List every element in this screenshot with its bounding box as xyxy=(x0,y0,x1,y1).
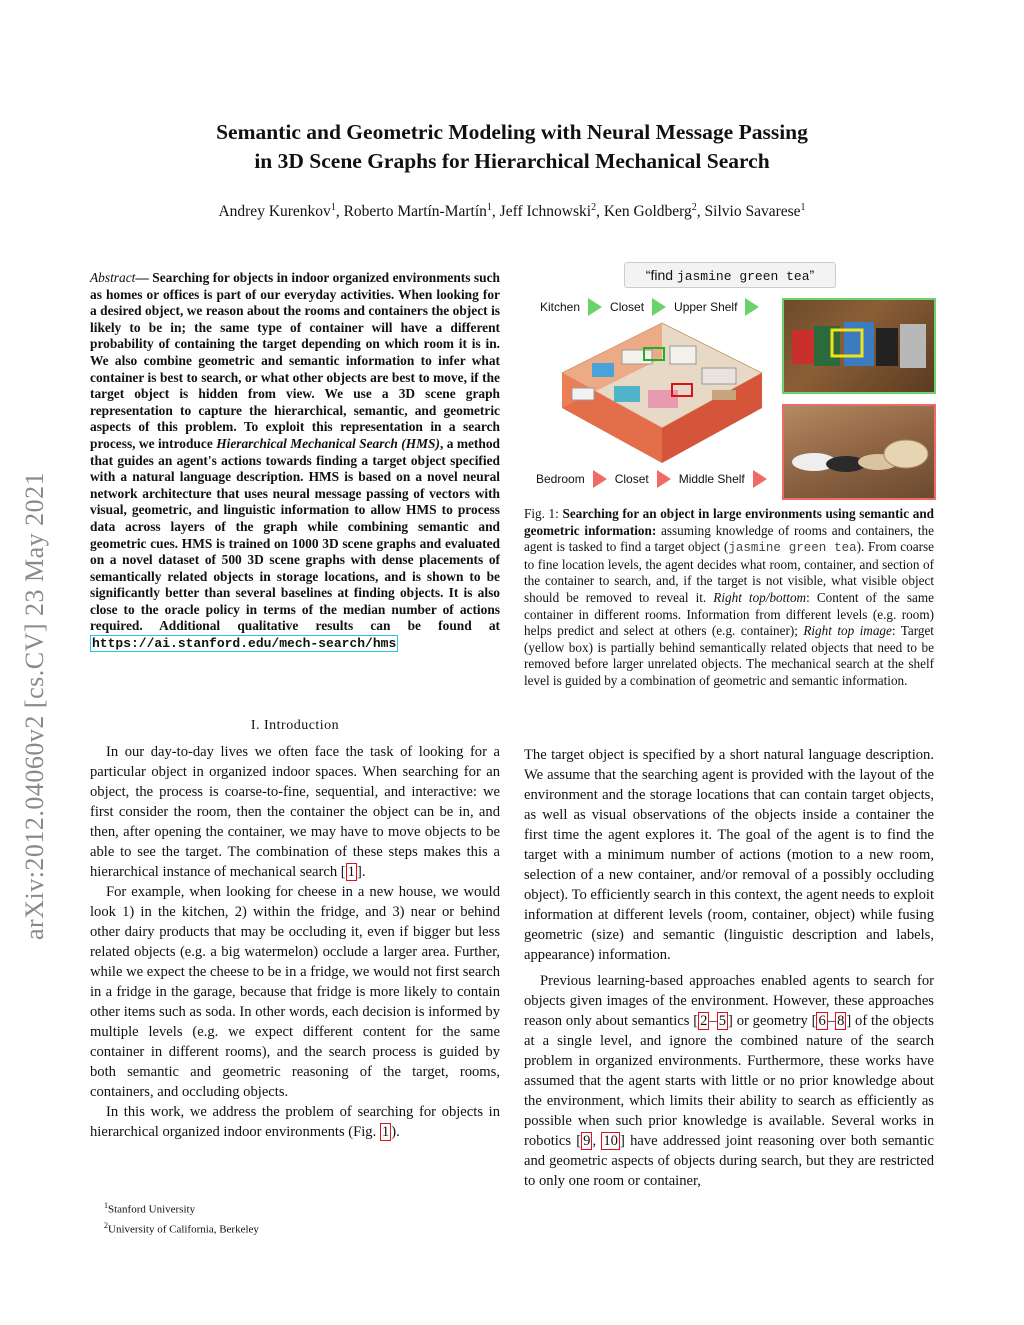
arrow-right-icon xyxy=(652,298,666,316)
house-3d-illustration xyxy=(552,318,772,468)
citation-link[interactable]: 2 xyxy=(700,1013,708,1029)
figure-reference-link[interactable]: 1 xyxy=(381,1124,390,1140)
project-url-link[interactable]: https://ai.stanford.edu/mech-search/hms xyxy=(92,636,397,652)
arrow-right-icon xyxy=(753,470,767,488)
query-quote-close: ” xyxy=(809,267,815,283)
paper-title xyxy=(100,118,924,176)
text: , xyxy=(592,1133,602,1149)
affiliation-mark: 2 xyxy=(591,202,597,213)
arxiv-identifier: arXiv:2012.04060v2 [cs.CV] 23 May 2021 xyxy=(20,471,49,940)
footnote-mark: 2 xyxy=(104,1220,108,1230)
text: Previous learning-based approaches enabled agents to search for objects given images of the environment. However, these approaches reason only about semantics [ xyxy=(524,973,934,1029)
affiliation-mark: 2 xyxy=(691,202,697,213)
arrow-right-icon xyxy=(593,470,607,488)
caption-bold: Searching for an object in large environments using semantic and geometric information: xyxy=(524,506,934,538)
bottom-path xyxy=(536,470,775,488)
text: In this work, we address the problem of searching for objects in hierarchical organized indoor environments (Fig. xyxy=(90,1104,500,1140)
citation-link[interactable]: 9 xyxy=(583,1133,591,1149)
author-list: Andrey Kurenkov$^1$, Roberto Martín-Martín$^1$, Jeff Ichnowski$^2$, Ken Goldberg$^2$, Silvio Savarese$^1$ xyxy=(218,202,806,221)
shelf-photo-bottom xyxy=(782,404,936,500)
text: ). From coarse to fine location levels, the agent decides what room, container, and section of the container to search, and, if the target is not visible, what visible object should be removed to reveal it. xyxy=(524,539,934,605)
arrow-right-icon xyxy=(588,298,602,316)
figure-1 xyxy=(524,258,934,498)
path-label-section: Upper Shelf xyxy=(674,300,738,314)
section-heading-introduction: I. Introduction xyxy=(250,718,340,733)
query-text: jasmine green tea xyxy=(676,269,810,284)
abstract-text-1: Searching for objects in indoor organized environments such as homes or offices is part of our everyday activities. When looking for a desired object, we reason about the rooms and containers the object is likely to be in; the same type of container will have a different probability of containing the target depending on which room it is in. We also combine geometric and semantic information to infer what container is best to search, or what other objects are best to move, if the target object is hidden from view. We use a 3D scene graph representation to capture the hierarchical, semantic, and geometric aspects of this problem. To exploit this representation in a search process, we introduce xyxy=(90,270,500,451)
caption-italic: Right top image xyxy=(803,623,892,639)
caption-italic: Right top/bottom xyxy=(713,589,807,605)
paragraph: For example, when looking for cheese in a new house, we would look 1) in the kitchen, 2) within the fridge, and 3) near or behind other dairy products that may be occluding it, even if bigger but less related objects (e.g. a big watermelon) occlude a larger area. Further, while we expect the cheese to be in a fridge, we would not first search in a fridge in the garage, because that fridge is more likely to contain other items such as soda. In other words, each decision is informed by multiple levels (e.g. we expect different content for the same container in different rooms), and the search process is guided by both semantic and geometric reasoning of the target, rooms, containers, and occluding objects. xyxy=(90,884,500,1100)
paragraph xyxy=(90,1102,500,1142)
author: Andrey Kurenkov xyxy=(218,203,331,221)
footnote-2 xyxy=(104,1218,404,1238)
path-label-container: Closet xyxy=(614,472,649,486)
author: Jeff Ichnowski xyxy=(499,203,592,221)
text: – xyxy=(709,1013,717,1029)
text: ] have addressed joint reasoning over both semantic and geometric aspects of objects during search, but they are restricted to only one room or container, xyxy=(524,1133,935,1189)
footnote-mark: 1 xyxy=(104,1201,108,1210)
title-line-2: in 3D Scene Graphs for Hierarchical Mechanical Search xyxy=(254,149,770,173)
caption-target-mono: jasmine green tea xyxy=(728,541,857,556)
footnotes xyxy=(104,1198,404,1237)
figure-caption xyxy=(524,506,934,690)
affiliation-mark: 1 xyxy=(800,202,806,213)
path-label-room: Bedroom xyxy=(536,472,585,486)
text: ). xyxy=(391,1124,400,1140)
citation-link[interactable]: 5 xyxy=(718,1013,727,1029)
query-quote-open: “find xyxy=(645,267,677,283)
abstract-label: Abstract xyxy=(90,270,136,285)
text: : Content of the same container in different rooms. Information from different levels (e.g. room) helps predict and select at others (e.g. container); xyxy=(524,589,934,639)
shelf-photo-top xyxy=(782,298,936,394)
path-label-section: Middle Shelf xyxy=(678,472,745,486)
footnote-1 xyxy=(104,1198,404,1218)
text: In our day-to-day lives we often face the task of looking for a particular object in organized indoor spaces. When searching for an object, the process is coarse-to-fine, sequential, and interactive: we first consider the room, then the container the object can be in, and then, after opening the container, we may have to move objects to be able to see the target. The combination of these steps makes this a hierarchical instance of mechanical search [ xyxy=(90,744,500,880)
path-label-room: Kitchen xyxy=(540,300,581,314)
affiliation-mark: 1 xyxy=(330,202,336,213)
right-column-body xyxy=(524,745,934,1191)
caption-label: Fig. 1: xyxy=(524,506,563,521)
citation-link[interactable]: 1 xyxy=(347,864,355,880)
shelf-shoes-image xyxy=(784,406,934,498)
abstract-text-2: , a method that guides an agent's actions towards finding a target object specified with a natural language description. HMS is based on a novel neural network architecture that uses neural message passing of vectors with visual, geometric, and linguistic information to allow HMS to process data across layers of the graph while combining semantic and geometric cues. HMS is trained on 1000 3D scene graphs and evaluated on a novel dataset of 500 3D scene graphs with dense placements of semantically related objects in storage locations, and is shown to be significantly better than several baselines at finding objects. It is also close to the oracle policy in terms of the median number of actions required. Additional qualitative results can be found at xyxy=(90,435,500,634)
author: Silvio Savarese xyxy=(704,203,801,221)
query-box xyxy=(624,262,836,288)
author: Roberto Martín-Martín xyxy=(343,203,487,221)
text: ] of the objects at a single level, and ignore the combined nature of the search problem in organized environments. Furthermore, these works have assumed that the agent starts with little or no prior knowledge about the environment, which limits their ability to search as efficiently as possible when such prior knowledge is available. Several works in robotics [ xyxy=(524,1013,934,1149)
text: assuming knowledge of rooms and containers, the agent is tasked to find a target object ( xyxy=(524,522,934,555)
abstract xyxy=(90,270,500,653)
text: ]. xyxy=(356,864,366,880)
text: ] or geometry [ xyxy=(728,1013,817,1029)
author: Ken Goldberg xyxy=(603,203,692,221)
introduction-body xyxy=(90,742,500,1142)
footnote-text: University of California, Berkeley xyxy=(108,1223,259,1236)
citation-link[interactable]: 6 xyxy=(818,1013,826,1029)
arrow-right-icon xyxy=(657,470,671,488)
method-name: Hierarchical Mechanical Search (HMS) xyxy=(216,435,440,451)
path-label-container: Closet xyxy=(610,300,645,314)
title-line-1: Semantic and Geometric Modeling with Neural Message Passing xyxy=(216,120,808,144)
top-path xyxy=(540,298,767,316)
shelf-objects-image xyxy=(784,300,934,392)
citation-link[interactable]: 8 xyxy=(837,1013,845,1029)
affiliation-mark: 1 xyxy=(486,202,492,213)
abstract-dash: — xyxy=(135,270,149,285)
paragraph xyxy=(524,971,934,1191)
citation-link[interactable]: 10 xyxy=(603,1133,618,1149)
paragraph xyxy=(90,742,500,882)
arrow-right-icon xyxy=(745,298,759,316)
paragraph: The target object is specified by a short natural language description. We assume that the searching agent is provided with the layout of the environment and the storage locations that can contain target objects, as well as visual observations of the objects inside a container the first time the agent explores it. The goal of the agent is to find the target with a minimum number of actions (motion to a new room, selection of a new container, and/or removal of a possibly occluding object). To efficiently search in this context, the agent needs to exploit information at different levels (room, container, object) while fusing geometric (size) and semantic (linguistic description and labels, appearance) information. xyxy=(524,747,934,963)
text: : Target (yellow box) is partially behind semantically related objects that need to be removed before larger unrelated objects. The mechanical search at the shelf level is guided by a combination of geometric and semantic information. xyxy=(524,623,934,688)
text: – xyxy=(827,1013,836,1029)
footnote-text: Stanford University xyxy=(108,1203,196,1216)
